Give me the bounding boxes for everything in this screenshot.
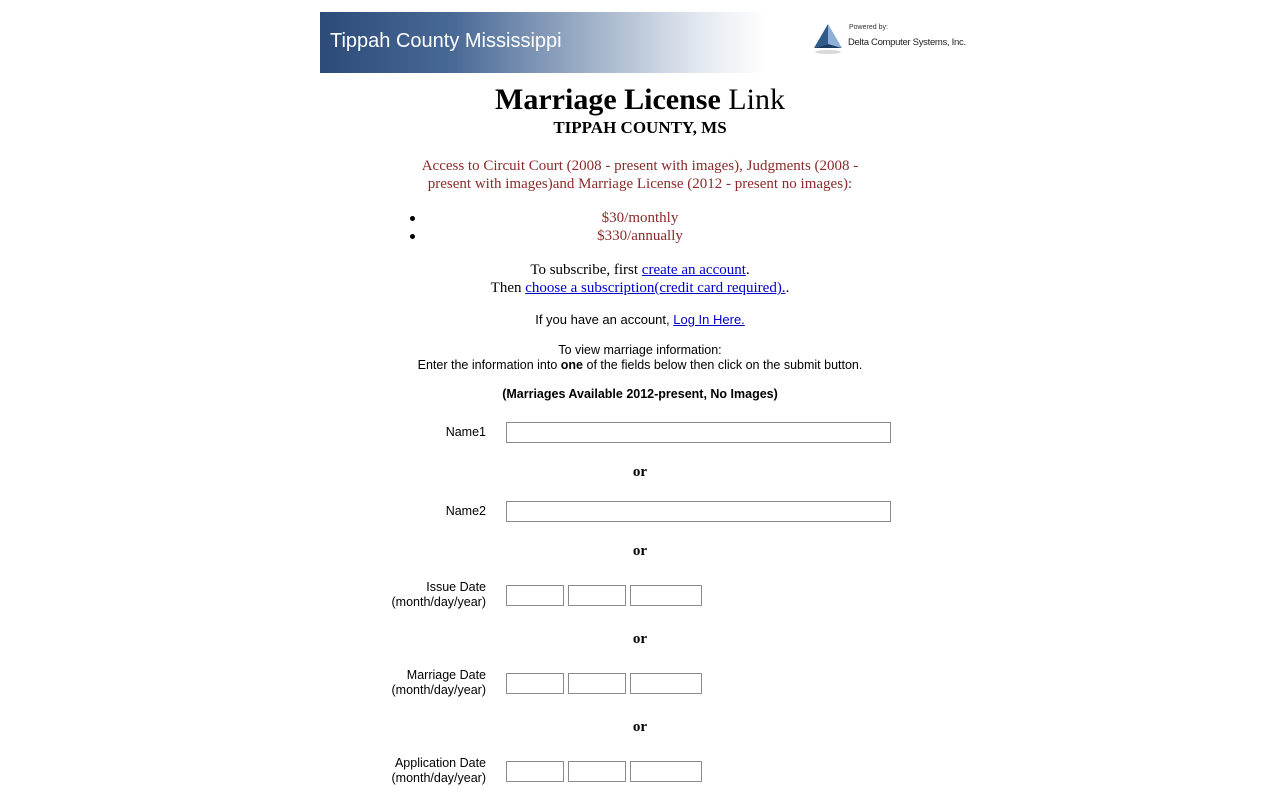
- create-account-link[interactable]: create an account: [641, 262, 746, 278]
- application-year-input[interactable]: [630, 761, 702, 782]
- price-list: [395, 209, 885, 245]
- subscribe-suffix-2: .: [785, 280, 790, 296]
- bullet-icon: [410, 234, 415, 239]
- or-separator: or: [632, 719, 648, 735]
- price-annual: $330/annually: [597, 228, 683, 244]
- price-monthly: $30/monthly: [601, 210, 679, 226]
- application-date-label: [326, 756, 486, 786]
- banner-title: Tippah County Mississippi: [330, 30, 562, 52]
- issue-date-label-text: Issue Date: [426, 580, 486, 594]
- subscribe-prefix: To subscribe, first: [530, 262, 642, 278]
- application-day-input[interactable]: [568, 761, 626, 782]
- page-subtitle: TIPPAH COUNTY, MS: [553, 118, 727, 137]
- marriage-date-label-text: Marriage Date: [406, 668, 486, 682]
- availability-note: (Marriages Available 2012-present, No Images): [502, 387, 778, 401]
- choose-subscription-link[interactable]: choose a subscription(credit card required).: [525, 280, 786, 296]
- marriage-month-input[interactable]: [506, 673, 564, 694]
- issue-year-input[interactable]: [630, 585, 702, 606]
- name1-input[interactable]: [506, 422, 891, 443]
- county-banner: [320, 12, 768, 73]
- issue-date-label: [326, 580, 486, 610]
- marriage-date-format: (month/day/year): [391, 683, 486, 697]
- view-line-2: [0, 358, 1280, 373]
- view-line-2-prefix: Enter the information into: [417, 358, 561, 372]
- login-link[interactable]: Log In Here.: [673, 312, 745, 327]
- login-prefix: If you have an account,: [535, 312, 674, 327]
- subscribe-line-1: [0, 261, 1280, 279]
- marriage-year-input[interactable]: [630, 673, 702, 694]
- page-title-bold: Marriage License: [495, 83, 721, 116]
- access-line-1: Access to Circuit Court (2008 - present with images), Judgments (2008 -: [421, 158, 859, 174]
- access-description: [0, 157, 1280, 193]
- marriage-day-input[interactable]: [568, 673, 626, 694]
- page-title-rest: Link: [720, 83, 785, 116]
- delta-logo: [812, 20, 966, 60]
- application-date-label-text: Application Date: [394, 756, 486, 770]
- or-separator: or: [632, 464, 648, 480]
- name2-input[interactable]: [506, 501, 891, 522]
- price-item-monthly: [395, 209, 885, 227]
- subscribe-then: Then: [490, 280, 526, 296]
- powered-by-label: Powered by:: [849, 24, 888, 31]
- name2-label: Name2: [445, 504, 486, 518]
- or-separator: or: [632, 631, 648, 647]
- subscribe-line-2: [0, 279, 1280, 297]
- view-line-2-bold: one: [560, 358, 584, 372]
- issue-day-input[interactable]: [568, 585, 626, 606]
- delta-pyramid-icon: [812, 22, 844, 56]
- application-date-format: (month/day/year): [391, 771, 486, 785]
- view-instructions: [0, 343, 1280, 373]
- login-line: [0, 312, 1280, 328]
- powered-company-name: Delta Computer Systems, Inc.: [848, 37, 966, 48]
- price-item-annual: [395, 227, 885, 245]
- issue-month-input[interactable]: [506, 585, 564, 606]
- subscribe-instructions: [0, 261, 1280, 297]
- bullet-icon: [410, 216, 415, 221]
- page-title: [0, 82, 1280, 118]
- access-line-2: present with images)and Marriage License (2012 - present no images):: [427, 176, 853, 192]
- subscribe-suffix: .: [745, 262, 750, 278]
- or-separator: or: [632, 543, 648, 559]
- application-month-input[interactable]: [506, 761, 564, 782]
- view-line-2-suffix: of the fields below then click on the submit button.: [583, 358, 863, 372]
- marriage-date-label: [326, 668, 486, 698]
- issue-date-format: (month/day/year): [391, 595, 486, 609]
- view-line-1: To view marriage information:: [558, 343, 722, 357]
- name1-label: Name1: [445, 425, 486, 439]
